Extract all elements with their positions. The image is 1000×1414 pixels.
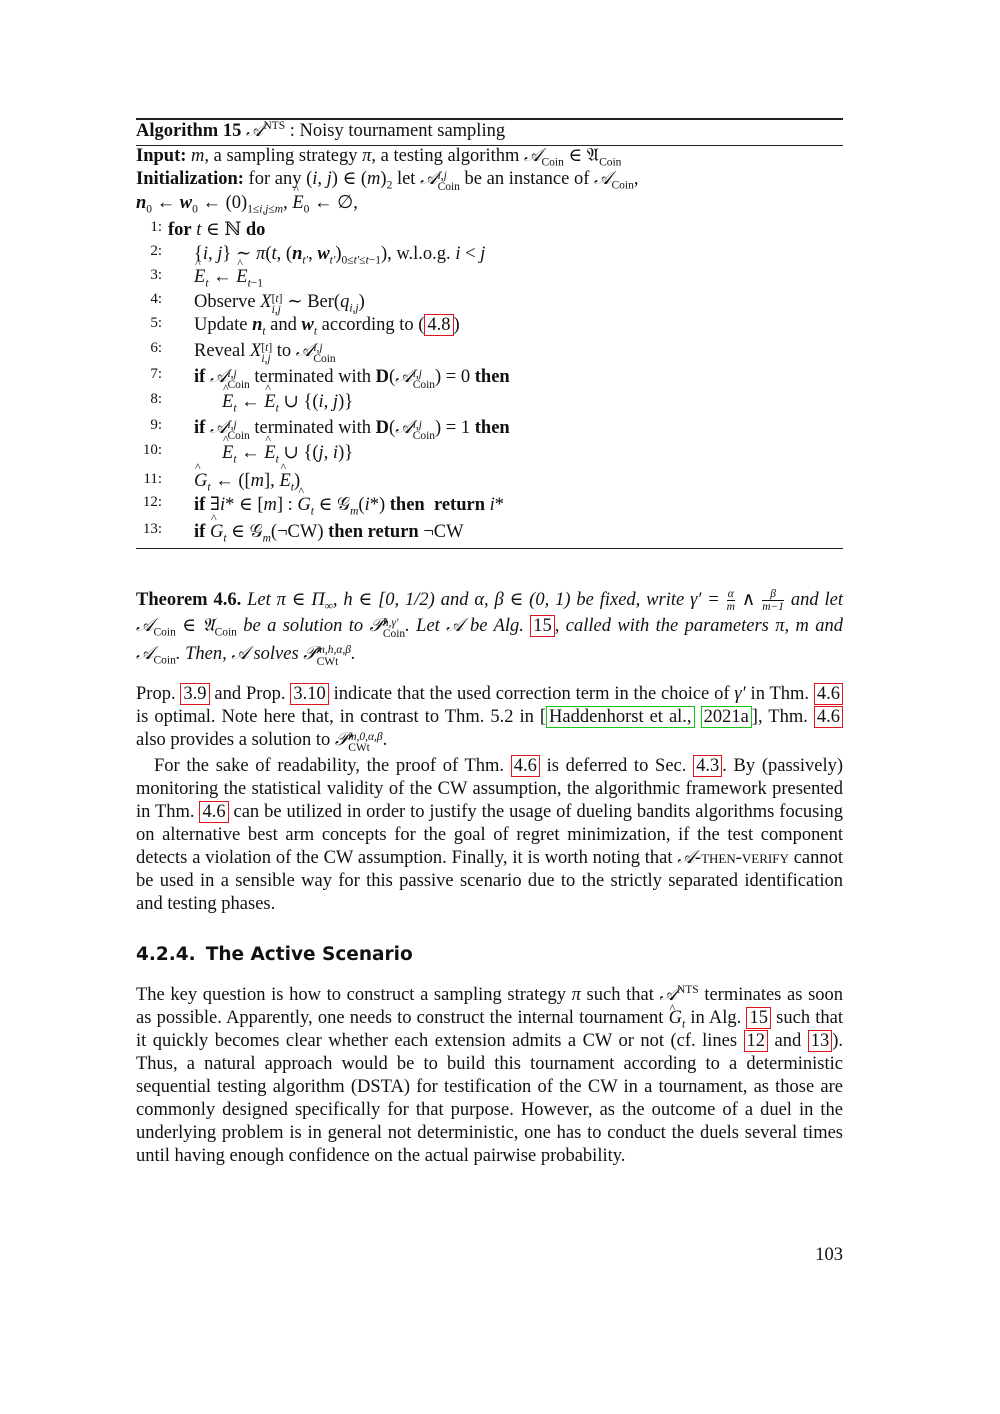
paragraph-active-scenario: The key question is how to construct a sampling strategy π such that 𝒜$^{NTS}$ terminates as soon as possible. Apparently, one needs to construct the internal tournament ^ $G_t$ in Alg. 15 such that it quickly becomes clear whether each extension admits a CW or not (cf. lines 12 and 13 ). Thus, a natural approach would be to build this tournament according to a deterministic sequential testing algorithm (DSTA) for testification of the CW in a tournament, as those are commonly designed specifically for that purpose. However, as the outcome of a duel in the underlying problem is in general not deterministic, one has to conduct the duels several times until having enough confidence on the actual pairwise probability. [136, 984, 843, 1168]
line-number: 6: [150, 340, 162, 356]
prop-ref-3-10[interactable]: 3.10 [290, 683, 328, 705]
theorem-ref-4-6-d[interactable]: 4.6 [199, 801, 228, 823]
citation-haddenhorst[interactable]: Haddenhorst et al., [546, 706, 695, 728]
algorithm-title: Algorithm 15 𝒜$^{NTS}$ : Noisy tournament sampling [136, 119, 506, 141]
line-number: 10: [142, 442, 162, 458]
algorithm-label: Algorithm 15 [136, 121, 242, 141]
line-number: 13: [142, 521, 162, 537]
theorem-ref-4-6[interactable]: 4.6 [814, 683, 843, 705]
paragraph-optimality: Prop. 3.9 and Prop. 3.10 indicate that the used correction term in the choice of γ′ in Thm. 4.6 is optimal. Note here that, in contrast to Thm. 5.2 in [ Haddenhorst et al., 2021a ], Thm. 4.6 also provides a solution to 𝒫 m,0,α,β CWt . [136, 683, 843, 754]
theorem-label: Theorem 4.6. [136, 590, 242, 610]
init-label: Initialization: [136, 169, 244, 189]
paragraph-readability: For the sake of readability, the proof of Thm. 4.6 is deferred to Sec. 4.3 . By (passively) monitoring the statistical validity of the CW assumption, the algorithmic framework presented in Thm. 4.6 can be utilized in order to justify the usage of dueling bandits algorithms focusing on alternative best arm concepts for the goal of regret minimization, if the test component detects a violation of the CW assumption. Finally, it is worth noting that 𝒜-then-verify cannot be used in a sensible way for this passive scenario due to the strictly separated identification and testing phases. [136, 756, 844, 914]
section-number: 4.2.4. [136, 944, 196, 965]
line-number: 4: [150, 291, 162, 307]
line-number: 9: [150, 417, 162, 433]
line-number: 11: [143, 471, 162, 487]
then-verify-name: -then-verify [694, 848, 789, 868]
algorithm-title-text: : Noisy tournament sampling [289, 121, 506, 141]
line-number: 2: [150, 243, 162, 259]
page-number: 103 [815, 1245, 843, 1265]
line-ref-12[interactable]: 12 [744, 1030, 769, 1052]
line-number: 1: [150, 219, 162, 235]
theorem-ref-4-6-b[interactable]: 4.6 [814, 706, 843, 728]
line-number: 5: [150, 315, 162, 331]
theorem-4-6: Theorem 4.6. Let π ∈ $\Pi_\infty$, h ∈ [0, 1/2) and α, β ∈ (0, 1) be fixed, write γ′ = $\frac{\alpha}{m}$ ∧ $\frac{\beta}{m-1}$ and let 𝒜$_{Coin}$ ∈ 𝔄$_{Coin}$ be a solution to 𝒫 h,γ′ Coin . Let 𝒜 be Alg. 15 , called with the parameters π, m and 𝒜$_{Coin}$. Then, 𝒜 solves 𝒫 m,h,α,β CWt . [136, 588, 843, 668]
paper-page: Algorithm 15 𝒜$^{NTS}$ : Noisy tournament sampling Input: m, a sampling strategy π, a testing algorithm 𝒜$_{Coin}$ ∈ 𝔄$_{Coin}$ Initialization: for any (i, j) ∈ $(m)_2$ let 𝒜 i,j Coin be an instance of 𝒜$_{Coin}$, $n_0$ ← $w_0$ ← $(0)_{1\le i,j\le m}$, ^ $E_0$ ← ∅, 1: for t ∈ ℕ do 2: {i, j} ∼ π(t, ($n_{t'}$, $w_{t'})_{0\le t'\le t-1}$), w.l.o.g. i < j 3: ^ $E_t$ ← ^ $E_{t-1}$ 4: Observe X [t] i,j ∼ $Ber(q_{i,j})$ 5: Update $n_t$ and $w_t$ according to ( 4.8 ) 6: Reveal X [t] i,j to 𝒜 i,j Coin 7: if 𝒜 i,j Coin terminated with D(𝒜 i,j Coin ) = 0 then 8: ^ $E_t$ ← ^ $E_t$ ∪ {(i, j)} 9: if 𝒜 i,j Coin terminated with D(𝒜 i,j Coin ) = 1 then 10: ^ $E_t$ ← ^ $E_t$ ∪ {(j, i)} 11: ^ $G_t$ ← ([m], ^ $E_t$) 12: if ∃i* ∈ [m] : ^ $G_t$ ∈ 𝒢$_m$(i*) then return i* 13: if ^ $G_t$ ∈ 𝒢$_m$(¬CW) then return ¬CW Theorem 4.6. Let π ∈ $\Pi_\infty$, h ∈ [0, 1/2) and α, β ∈ (0, 1) be fixed, write γ′ = $\frac{\alpha}{m}$ ∧ $\frac{\beta}{m-1}$ and let 𝒜$_{Coin}$ ∈ 𝔄$_{Coin}$ be a solution to 𝒫 h,γ′ Coin . Let 𝒜 be Alg. 15 , called with the parameters π, m and 𝒜$_{Coin}$. Then, 𝒜 solves 𝒫 m,h,α,β CWt . Prop. 3.9 and Prop. 3.10 indicate that the used correction term in the choice of γ′ in Thm. 4.6 is optimal. Note here that, in contrast to Thm. 5.2 in [ Haddenhorst et al., 2021a ], Thm. 4.6 also provides a solution to 𝒫 m,0,α,β CWt . For the sake of readability, the proof of Thm. 4.6 is deferred to Sec. 4.3 . By (passively) monitoring the statistical validity of the CW assumption, the algorithmic framework presented in Thm. 4.6 can be utilized in order to justify the usage of dueling bandits algorithms focusing on alternative best arm concepts for the goal of regret minimization, if the test component detects a violation of the CW assumption. Finally, it is worth noting that 𝒜-then-verify cannot be used in a sensible way for this passive scenario due to the strictly separated identification and testing phases. 4.2.4. The Active Scenario The key question is how to construct a sampling strategy π such that 𝒜$^{NTS}$ terminates as soon as possible. Apparently, one needs to construct the internal tournament ^ $G_t$ in Alg. 15 such that it quickly becomes clear whether each extension admits a CW or not (cf. lines 12 and 13 ). Thus, a natural approach would be to build this tournament according to a deterministic sequential testing algorithm (DSTA) for testification of the CW in a tournament, as those are commonly designed specifically for that purpose. However, as the outcome of a duel in the underlying problem is in general not deterministic, one has to conduct the duels several times until having enough confidence on the actual pairwise probability. 103 [0, 0, 1000, 1414]
algorithm-symbol: NTS [263, 119, 286, 132]
section-ref-4-3[interactable]: 4.3 [693, 755, 722, 777]
section-title: The Active Scenario [205, 944, 413, 965]
line-number: 8: [150, 391, 162, 407]
algorithm-ref-15-b[interactable]: 15 [746, 1007, 771, 1029]
equation-ref-4-8[interactable]: 4.8 [424, 314, 453, 336]
line-number: 7: [150, 366, 162, 382]
citation-2021a[interactable]: 2021a [701, 706, 752, 728]
algorithm-initialization-2: $n_0$ ← $w_0$ ← $(0)_{1\le i,j\le m}$, ^ $E_0$ ← ∅, [136, 192, 358, 214]
input-label: Input: [136, 146, 187, 166]
line-number: 12: [142, 494, 162, 510]
section-heading [136, 944, 413, 965]
prop-ref-3-9[interactable]: 3.9 [180, 683, 209, 705]
line-ref-13[interactable]: 13 [808, 1030, 833, 1052]
algorithm-initialization: Initialization: for any (i, j) ∈ $(m)_2$ let 𝒜 i,j Coin be an instance of 𝒜$_{Coin}$, [136, 169, 639, 193]
algorithm-bottom-rule [136, 548, 843, 549]
line-number: 3: [150, 267, 162, 283]
algorithm-ref-15[interactable]: 15 [530, 615, 555, 637]
algorithm-input: Input: m, a sampling strategy π, a testing algorithm 𝒜$_{Coin}$ ∈ 𝔄$_{Coin}$ [136, 146, 622, 169]
theorem-ref-4-6-c[interactable]: 4.6 [511, 755, 540, 777]
